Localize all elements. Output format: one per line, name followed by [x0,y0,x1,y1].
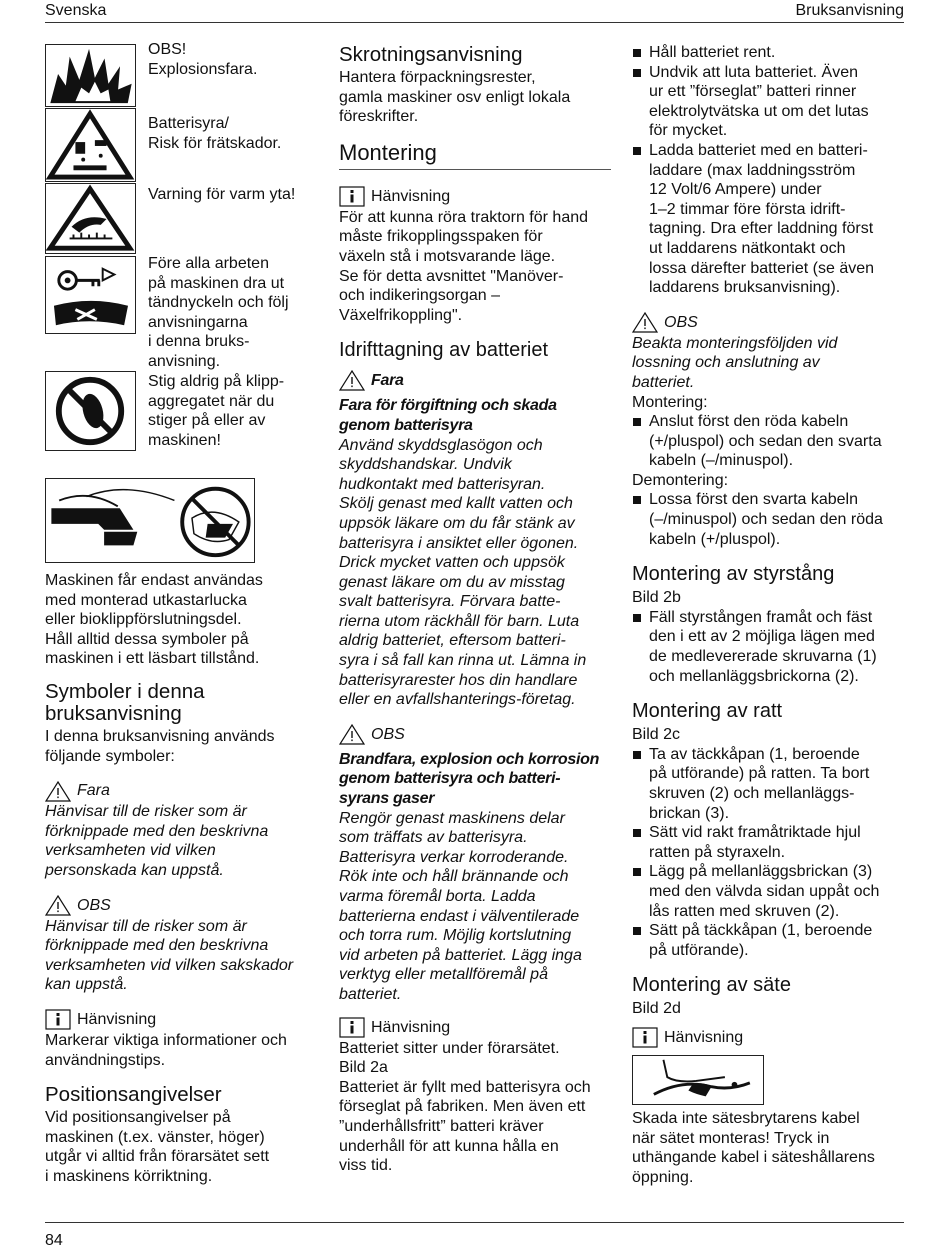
montering-heading: Montering [339,141,611,170]
battery-obs-title: Brandfara, explosion och korrosion genom batterisyra och batteri- syrans gaser [339,750,600,808]
symbol-row-acid [45,106,317,181]
bar-list [632,608,904,686]
seat-note-label: Hänvisning [664,1029,744,1047]
obs-description: Hänvisar till de risker som är förknippade med den beskrivna verksamheten vid vilken sakskador kan uppstå. [45,917,294,994]
symbol-text-explosion: OBS! Explosionsfara. [148,41,258,78]
list-item: Håll batteriet rent. [632,43,904,63]
warning-triangle-icon [339,370,365,391]
no-step-icon [45,371,136,451]
hanvisning-label: Hänvisning [77,1011,157,1029]
note2-text: Batteriet sitter under förarsätet. Bild 2a Batteriet är fyllt med batterisyra och förseglat på fabriken. Men även ett ”underhållsfritt” batteri kräver underhåll för att kunna hålla en viss tid. [339,1039,591,1175]
header-language: Svenska [45,2,107,19]
seat-heading: Montering av säte [632,974,791,997]
symbol-text-acid: Batterisyra/ Risk för frätskador. [148,115,282,152]
header-divider [45,22,904,23]
warning-triangle-icon [339,724,365,745]
note1-label-row [339,186,611,208]
scrap-text: Hantera förpackningsrester, gamla maskiner osv enligt lokala föreskrifter. [339,69,571,126]
list-item: Fäll styrstången framåt och fäst den i ett av 2 möjliga lägen med de medlevererade skruvarna (1) och mellanläggsbrickorna (2). [632,608,904,686]
warning-triangle-icon [45,781,71,802]
symbols-heading: Symboler i denna bruksanvisning [45,679,205,725]
list-item: Ladda batteriet med en batteri- laddare (max laddningsström 12 Volt/6 Ampere) under 1–2 timmar före första idrift- tagning. Dra efter laddning först ut laddarens nätkontakt och lossa därefter batteriet (se även laddarens bruksanvisning). [632,141,904,298]
deflector-text: Maskinen får endast användas med monterad utkastarlucka eller bioklippförslutningsdel. Håll alltid dessa symboler på maskinen i ett läsbart tillstånd. [45,572,263,668]
obs-label: OBS [77,896,111,914]
hot-surface-icon [45,183,136,254]
note1-text: För att kunna röra traktorn för hand måste frikopplingsspaken för växeln stå i motsvarande läge. Se för detta avsnittet "Manöver- och indikeringsorgan – Växelfrikoppling". [339,208,589,324]
remove-key-icon [45,256,136,334]
position-text: Vid positionsangivelser på maskinen (t.ex. vänster, höger) utgår vi alltid från förarsätet sett i maskinens körriktning. [45,1109,270,1185]
battery-obs-label: OBS [371,726,405,744]
warning-triangle-icon [632,312,658,333]
list-item: Lossa först den svarta kabeln (–/minuspol) och sedan den röda kabeln (+/pluspol). [632,490,904,549]
seat-figure-ref: Bild 2d [632,1000,681,1018]
battery-obs-row [339,724,611,746]
mount-label: Montering: [632,393,708,411]
col3-obs-text: Beakta monteringsföljden vid lossning och anslutning av batteriet. [632,334,838,391]
wheel-list [632,745,904,961]
fara-label: Fara [77,782,110,800]
column-right [632,43,904,1187]
battery-fara-title: Fara för förgiftning och skada genom batterisyra [339,397,557,434]
symbol-row-hot-surface [45,181,317,254]
list-item: Ta av täckkåpan (1, beroende på utförande) på ratten. Ta bort skruven (2) och mellanläggs- brickan (3). [632,745,904,823]
warning-triangle-icon [45,895,71,916]
column-middle [339,40,611,1176]
mount-list [632,412,904,471]
acid-warning-icon [45,108,136,182]
list-item: Undvik att luta batteriet. Även ur ett ”förseglat” batteri rinner elektrolytvätska ut om det lutas för mycket. [632,63,904,141]
footer-divider [45,1222,904,1223]
col3-obs-label: OBS [664,313,698,331]
explosion-icon [45,44,136,107]
list-item: Anslut först den röda kabeln (+/pluspol) och sedan den svarta kabeln (–/minuspol). [632,412,904,471]
header-title: Bruksanvisning [795,2,904,19]
seat-note-row [632,1027,904,1049]
bar-figure-ref: Bild 2b [632,589,681,607]
info-icon [339,1017,365,1038]
seat-text: Skada inte sätesbrytarens kabel när sätet monteras! Tryck in uthängande kabel i säteshållarens öppning. [632,1109,875,1186]
note2-label: Hänvisning [371,1018,451,1036]
info-icon [45,1009,71,1030]
scrap-heading: Skrotningsanvisning [339,43,523,66]
fara-label-row [45,780,317,802]
battery-list [632,43,904,298]
symbol-row-remove-key [45,254,317,372]
col3-obs-row [632,312,904,334]
position-heading: Positionsangivelser [45,1083,222,1107]
list-item: Sätt på täckkåpan (1, beroende på utförande). [632,921,904,960]
battery-fara-text: Använd skyddsglasögon och skyddshandskar. Undvik hudkontakt med batterisyran. Skölj genast med kallt vatten och uppsök läkare om du får stänk av batterisyra i ansiktet eller ögonen. Drick mycket vatten och uppsök genast läkare om du av misstag svalt batterisyra. Förvara batte- rierna utom räckhåll för barn. Luta aldrig batteriet, eftersom batteri- syra i så fall kan rinna ut. Lämna in batterisyrarester hos din handlare eller en avfallshanterings-företag. [339,436,587,709]
symbol-row-explosion [45,40,317,106]
battery-heading: Idrifttagning av batteriet [339,339,549,362]
info-icon [339,186,365,207]
wheel-heading: Montering av ratt [632,700,783,723]
column-left [45,40,317,1186]
battery-fara-row [339,369,611,391]
obs-label-row [45,895,317,917]
page-number: 84 [45,1232,63,1249]
battery-fara-label: Fara [371,371,404,389]
info-icon [632,1027,658,1048]
deflector-illustration [45,478,255,563]
list-item: Sätt vid rakt framåtriktade hjul ratten på styraxeln. [632,823,904,862]
symbol-row-no-step [45,372,317,466]
symbol-text-hot-surface: Varning för varm yta! [148,186,296,203]
demount-list [632,490,904,549]
hanvisning-description: Markerar viktiga informationer och användningstips. [45,1031,287,1069]
seat-cable-illustration [632,1055,764,1105]
symbol-text-remove-key: Före alla arbeten på maskinen dra ut tändnyckeln och följ anvisningarna i denna bruks- anvisning. [148,255,289,370]
note1-label: Hänvisning [371,187,451,205]
hanvisning-label-row [45,1009,317,1031]
note2-label-row [339,1017,611,1039]
bar-heading: Montering av styrstång [632,563,835,586]
symbols-intro: I denna bruksanvisning används följande symboler: [45,727,275,765]
demount-label: Demontering: [632,471,729,489]
symbol-text-no-step: Stig aldrig på klipp- aggregatet när du stiger på eller av maskinen! [148,373,285,449]
list-item: Lägg på mellanläggsbrickan (3) med den välvda sidan uppåt och lås ratten med skruven (2). [632,862,904,921]
fara-description: Hänvisar till de risker som är förknippade med den beskrivna verksamheten vid vilken personskada kan uppstå. [45,803,269,879]
wheel-figure-ref: Bild 2c [632,726,681,744]
battery-obs-text: Rengör genast maskinens delar som träffats av batterisyra. Batterisyra verkar korroderande. Rök inte och håll brännande och varma föremål borta. Ladda batterierna endast i välventilerade och torra rum. Möjlig kortslutning vid arbeten på batteriet. Lägg inga verktyg eller metallföremål på batteriet. [339,809,582,1003]
